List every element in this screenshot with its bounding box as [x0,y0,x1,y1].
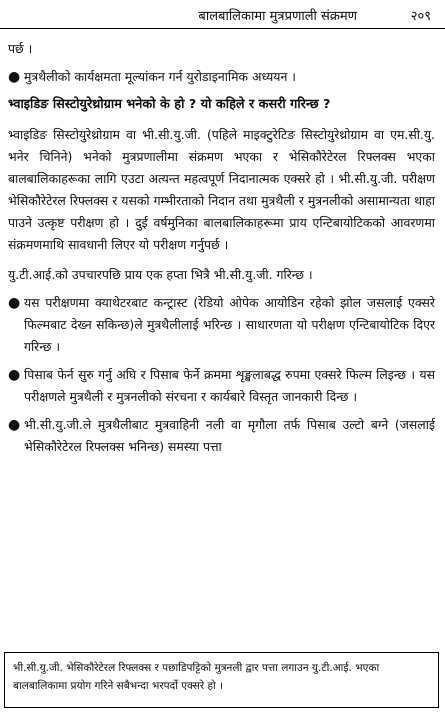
continued-text: पर्छ । [8,41,33,56]
procedure-list [8,292,435,458]
list-item-text: भी.सी.यु.जी.ले मुत्रथैलीबाट मुत्रवाहिनी नली वा मृगौला तर्फ पिसाब उल्टो बग्ने (जसलाई भेसिकौरेटेरल रिफ्लक्स भनिन्छ) समस्या पत्ता [24,417,435,454]
page-number: २०९ [410,9,431,24]
bullet-icon: ● [8,295,21,311]
bullet-icon: ● [8,417,21,433]
bullet-icon: ● [8,367,21,383]
header-divider [0,28,445,29]
section-question-heading: भ्वाइडिङ सिस्टोयुरेथ्रोग्राम भनेको के हो ? यो कहिले र कसरी गरिन्छ ? [8,97,331,112]
summary-note-box [4,652,439,708]
answer-paragraph: भ्वाइडिङ सिस्टोयुरेथ्रोग्राम वा भी.सी.यु.जी. (पहिले माइक्टुरेटिङ सिस्टोयुरेथ्रोग्राम वा एम.सी.यु. भनेर चिनिने) भनेको मुत्रप्रणालीमा संक्रमण भएका र भेसिकौरेटेरल रिफ्लक्स भएका बालबालिकाहरूका लागि एउटा अत्यन्त महत्वपूर्ण निदानात्मक एक्सरे हो । भी.सी.यु.जी. परीक्षण भेसिकौरेटेरल रिफ्लक्स र यसको गम्भीरताको निदान तथा मुत्रथैली र मुत्रनलीको असामान्यता थाहा पाउने उत्कृष्ट परीक्षण हो । दुई वर्षमुनिका बालबालिकाहरूमा प्राय एन्टिबायोटिकको आवरणमा संक्रमणमाथि सावधानी लिएर यो परीक्षण गर्नुपर्छ । [8,127,435,252]
list-item-text: यस परीक्षणमा क्याथेटरबाट कन्ट्रास्ट (रेडियो ओपेक आयोडिन रहेको झोल जसलाई एक्सरे फिल्मबाट देख्न सकिन्छ)ले मुत्रथैलीलाई भरिन्छ । साधारणता यो परीक्षण एन्टिबायोटिक दिएर गरिन्छ । [24,295,435,354]
bullet-icon: ● [8,69,21,85]
running-header-title: बालबालिकामा मुत्रप्रणाली संक्रमण [198,9,357,24]
list-item [8,364,435,408]
list-item-text: पिसाब फेर्न सुरु गर्नु अघि र पिसाब फेर्ने क्रममा शृङ्खलाबद्ध रुपमा एक्सरे फिल्म लिइन्छ । यस परीक्षणले मुत्रथैली र मुत्रनलीको संरचना र कार्यबारे विस्तृत जानकारी दिन्छ । [24,367,435,404]
list-item-text: मुत्रथैलीको कार्यक्षमता मूल्यांकन गर्न युरोडाइनामिक अध्ययन । [24,69,297,84]
page-body [8,34,435,458]
page-header [0,4,445,26]
list-item [8,414,435,458]
timing-sentence: यु.टी.आई.को उपचारपछि प्राय एक हप्ता भित्रै भी.सी.यु.जी. गरिन्छ । [8,267,313,282]
summary-note-text: भी.सी.यु.जी. भेसिकौरेटेरल रिफ्लक्स र पछाडिपट्टिको मुत्रनली द्वार पत्ता लगाउन यु.टी.आई. भएका बालबालिकामा प्रयोग गरिने सबैभन्दा भरपर्दो एक्सरे हो । [13,662,380,692]
list-item [8,66,435,88]
list-item [8,292,435,358]
